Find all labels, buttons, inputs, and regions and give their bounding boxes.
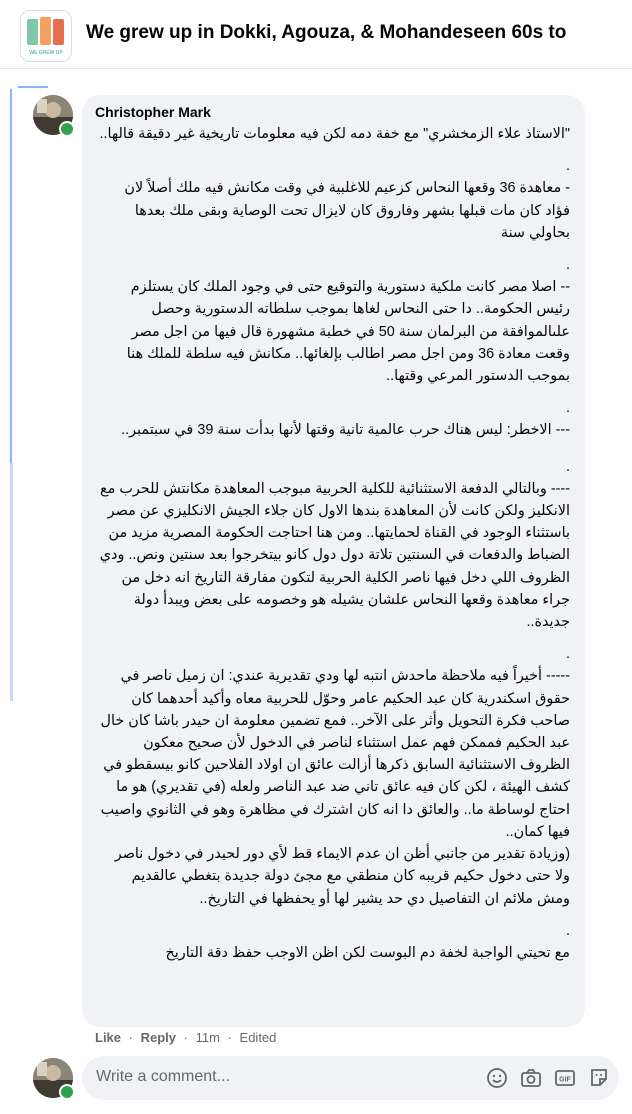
comment-author-name[interactable]: Christopher Mark	[95, 104, 211, 120]
smile-icon[interactable]	[485, 1066, 509, 1090]
comment-paragraph: .	[566, 922, 570, 939]
comment-paragraph: .	[566, 458, 570, 475]
comment-paragraph: ---- وبالتالي الدفعة الاستثنائية للكلية الحربية مبوجب المعاهدة مكانتش للحرب مع الانكليز ولكن كانت لأن المعاهدة بندها الاول كان جلاء الجيش الانكليزي عن مصر باستثناء الوجود في القناة لحمايتها.. ومن هنا احتاجت الحكومة المصرية مزيد من الضباط والدفعات في السنتين تلاتة دول دول كانو بيتخرجوا بعد سنتين ونص.. ودي الظروف اللي دخل فيها ناصر الكلية الحربية لتكون مفارقة التاريخ انه دخل من جراء معاهدة وقعها النحاس علشان يشيله هو وخصومه على بعض ويبدأ دولة جديدة..	[99, 480, 570, 631]
svg-text:GIF: GIF	[559, 1076, 571, 1084]
comment-paragraph: - معاهدة 36 وقعها النحاس كزعيم للاغلبية في وقت مكانش فيه ملك أصلاً لان فؤاد كان مات قبلها بشهر وفاروق كان لايزال تحت الوصاية وبقى ملك بعدها بحاولي سنة	[124, 180, 570, 241]
comment-paragraph: .	[566, 158, 570, 175]
separator: ·	[227, 1030, 232, 1045]
comment-paragraph: مع تحيتي الواجبة لخفة دم البوست لكن اظن الاوجب حفظ دقة التاريخ	[165, 944, 570, 961]
comment-actions	[95, 1030, 276, 1045]
comment-paragraph: .	[566, 400, 570, 417]
selection-marker	[10, 463, 13, 701]
sticker-icon[interactable]	[587, 1066, 611, 1090]
camera-icon[interactable]	[519, 1066, 543, 1090]
separator: ·	[128, 1030, 133, 1045]
comment-paragraph: -- اصلا مصر كانت ملكية دستورية والتوقيع حتى في وجود الملك كان يستلزم رئيس الحكومة.. دا حتى النحاس لغاها بموجب سلطاته الدستورية وحصل علىالموافقة من البرلمان سنة 50 في خطبة مشهورة قال فيها من اجل مصر وقعت معادة 36 ومن اجل مصر اطالب بإلغائها.. مكانش فيه سلطة للملك هنا بموجب الدستور المرعي وقتها..	[126, 279, 570, 385]
group-logo-text: WE GREW UP	[29, 50, 63, 56]
thread-guide-line	[18, 86, 48, 88]
like-button[interactable]: Like	[95, 1030, 122, 1045]
online-status-dot	[59, 1084, 75, 1100]
comment-timestamp[interactable]: 11m	[195, 1030, 220, 1045]
comment-input[interactable]	[82, 1056, 619, 1100]
comment-text	[96, 123, 570, 964]
group-logo-icon	[21, 11, 71, 61]
online-status-dot	[59, 121, 75, 137]
comment-input-placeholder: Write a comment...	[96, 1068, 230, 1085]
comment-paragraph: ----- أخيراً فيه ملاحظة ماحدش انتبه لها ودي تقديرية عندي: ان زميل ناصر في حقوق اسكندرية كان عبد الحكيم عامر وحوّل للحربية معاه وأكيد أحدهما كان صاحب فكرة التحويل وأثر على الآخر.. فمع تضمين معلومة ان حيدر باشا كان خال عبد الحكيم فممكن فهم عمل استثناء لناصر في الدخول لأن صحيح معكون الظروف الاستثنائية السابق ذكرها أزالت عائق ان اولاد الفلاحين كانو بيسقطو في كشف الهيئة ، لكن كان فيه عائق تاني ضد عبد الناصر ولعله (في تقديري) هو ما احتاج لوساطة ما.. والعائق دا انه كان اشترك في مظاهرة وهو في الثانوي واصيب فيها كمان..	[100, 668, 570, 840]
composer-icons	[485, 1066, 611, 1090]
comment-paragraph: .	[566, 646, 570, 663]
gif-icon[interactable]	[553, 1066, 577, 1090]
group-header	[0, 0, 632, 69]
edited-label[interactable]: Edited	[239, 1030, 277, 1045]
comment-paragraph: "الاستاذ علاء الزمخشري" مع خفة دمه لكن فيه معلومات تاريخية غير دقيقة قالها..	[99, 126, 570, 142]
comment-paragraph: .	[566, 257, 570, 274]
comment-paragraph: (وزيادة تقدير من جانبي أظن ان عدم الايماء قط لأي دور لحيدر في دخول ناصر ولا حتى دخول حكيم قريبه كان منطقي مع مجئ دولة جديدة بتغطي عالقديم ومش ملائم ان التفاصيل دي حد يشير لها أو يحفظها في التاريخ..	[114, 846, 570, 907]
thread-guide-line	[10, 89, 12, 463]
group-title[interactable]: We grew up in Dokki, Agouza, & Mohandeseen 60s to	[86, 22, 567, 43]
reply-button[interactable]: Reply	[140, 1030, 177, 1045]
separator: ·	[183, 1030, 188, 1045]
comment-paragraph: --- الاخطر: ليس هناك حرب عالمية تانية وقتها لأنها بدأت سنة 39 في سبتمبر..	[121, 422, 570, 439]
group-thumbnail[interactable]	[20, 10, 72, 62]
